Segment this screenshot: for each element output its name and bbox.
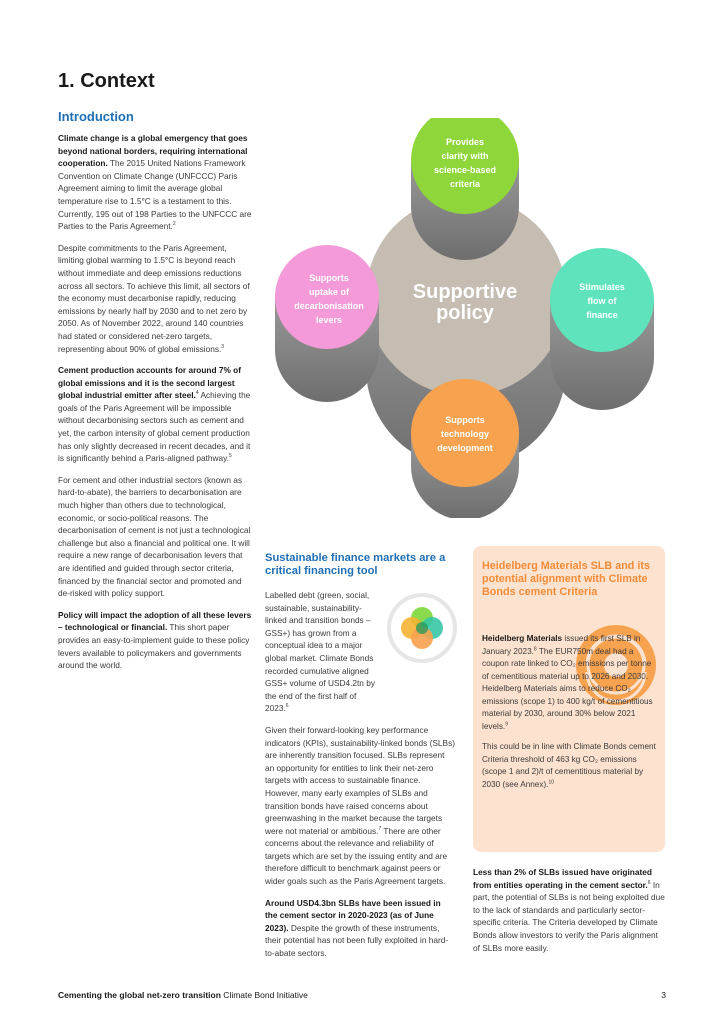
left-circle [275,245,379,349]
paragraph: Less than 2% of SLBs issued have originated from entities operating in the cement sector.$^6$ In part, the potential of SLBs is not being exploited due to the lack of standards and particularly sector-specific criteria. The Criteria developed by Climate Bonds allow investors to verify the Paris alignment of SLBs more easily. [473,867,665,953]
footnote-ref[interactable]: 6 [647,879,651,886]
footnote-ref[interactable]: 5 [228,453,232,460]
footer-title: Cementing the global net-zero transition [58,990,221,1000]
paragraph: This could be in line with Climate Bonds cement Criteria threshold of 463 kg CO₂ emissions (scope 1 and 2)/t of cementitious material by 2030 (see Annex).$^{10}$ [482,742,656,789]
footnote-ref[interactable]: 3 [221,343,225,350]
footnote-ref[interactable]: 4 [195,390,199,397]
paragraph: Around USD4.3bn SLBs have been issued in the cement sector in 2020-2023 (as of June 2023). Despite the growth of these instruments, their potential has not been fully exploited in hard-to-abate sectors. [265,897,449,959]
right-column [473,866,665,963]
page-title: 1. Context [58,70,155,92]
left-label-line3: decarbonisation [294,301,364,311]
footnote-ref[interactable]: 2 [172,221,176,228]
paragraph: Climate change is a global emergency that goes beyond national borders, requiring international cooperation. The 2015 United Nations Framework Convention on Climate Change (UNFCCC) Paris Agreement aiming to limit the average global temperature rise to 1.5°C is a testament to this. Currently, 195 out of 198 Parties to the UNFCCC are Parties to the Paris Agreement.$^2$ [58,133,252,232]
sustainable-finance-title: Sustainable finance markets are a critical financing tool [265,552,446,577]
right-cylinder [550,248,654,410]
footer-org: Climate Bond Initiative [220,990,308,1000]
footnote-ref[interactable]: 6 [285,703,289,710]
left-column [58,132,254,681]
bottom-label-line3: development [437,443,493,453]
paragraph: Despite commitments to the Paris Agreement, limiting global warming to 1.5°C is beyond reach without immediate and deep emissions reductions across all sectors. To achieve this limit, all sectors of the economy must decarbonise rapidly, reducing emissions by nearly half by 2030 and to net zero by 2050. As of November 2022, around 140 countries had stated or considered net-zero targets, representing about 90% of global emissions.$^3$ [58,242,250,354]
center-label-line2: policy [436,302,494,324]
paragraph: For cement and other industrial sectors (known as hard-to-abate), the barriers to decarbonisation are much higher than others due to technological, economic, or socio-political reasons. The decarbonisation of cement is not just a technological challenge but also a financial and political one. It will require a new range of decarbonisation levers that are identified and guided through sector criteria, financed by the financial sector and promoted and de-risked with policy support. [58,474,251,599]
case-study-body [482,625,660,800]
top-label-line1: Provides [445,137,485,147]
paragraph: Cement production accounts for around 7% of global emissions and it is the second largest global industrial emitter after steel.$^4$ Achieving the goals of the Paris Agreement will be impossible without decarbonising sectors such as cement and yet, the carbon intensity of global cement production has only slightly decreased in recent decades, and it is significantly behind a Paris-aligned pathway.$^5$ [58,365,251,464]
right-label-line2: flow of [587,296,617,306]
left-label-line1: Supports [309,273,349,283]
paragraph: Labelled debt (green, social, sustainable, sustainability-linked and transition bonds – GSS+) has grown from a conceptual idea to a major global market. Climate Bonds recorded cumulative aligned GSS+ volume of USD4.2tn by the end of the first half of 2023.$^6$ [265,590,375,714]
right-label-line3: finance [586,310,618,320]
section-subtitle: Introduction [58,109,134,124]
bottom-label-line2: technology [440,429,490,439]
footnote-ref[interactable]: 9 [505,720,508,727]
footnote-ref[interactable]: 8 [533,645,537,652]
middle-column [265,589,455,969]
bottom-label-line1: Supports [445,415,485,425]
left-label-line2: uptake of [308,287,350,297]
paragraph: Policy will impact the adoption of all these levers – technological or financial. This short paper provides an easy-to-implement guide to these policy levers available to policymakers and governments around the world. [58,609,252,671]
center-label-line1: Supportive [412,281,518,303]
top-label-line2: clarity with [441,151,489,161]
footnote-ref[interactable]: 7 [378,825,382,832]
paragraph: Given their forward-looking key performance indicators (KPIs), sustainability-linked bonds (SLBs) are inherently transition focused. SLBs represent an opportunity for entities to link their net-zero targets with access to sustainable finance. However, many early examples of SLBs and transition bonds have raised concerns about greenwashing in the market because the targets were not material or ambitious.$^7$ There are other concerns about the relevance and reliability of targets which are set by the issuing entity and are therefore difficult to benchmark against peers or wider goals such as the Paris Agreement targets. [265,724,455,887]
page-footer [58,990,666,1000]
paragraph: Heidelberg Materials issued its first SLB in January 2023.$^8$ The EUR750m deal had a coupon rate linked to CO₂ emissions per tonne of cementitious material up to 2026 and 2030. Heidelberg Materials aims to reduce CO₂ emissions (scope 1) to 400 kg/t of cementitious material by 2030, around 30% below 2021 levels.$^9$ [482,634,653,731]
left-label-line4: levers [315,315,343,325]
top-label-line4: criteria [449,179,481,189]
footnote-ref[interactable]: 10 [548,779,555,786]
case-study-title: Heidelberg Materials SLB and its potential alignment with Climate Bonds cement Criteria [482,560,650,598]
right-label-line1: Stimulates [579,282,625,292]
page-number: 3 [661,990,666,1000]
policy-diagram [268,118,668,518]
top-label-line3: science-based [433,165,497,175]
